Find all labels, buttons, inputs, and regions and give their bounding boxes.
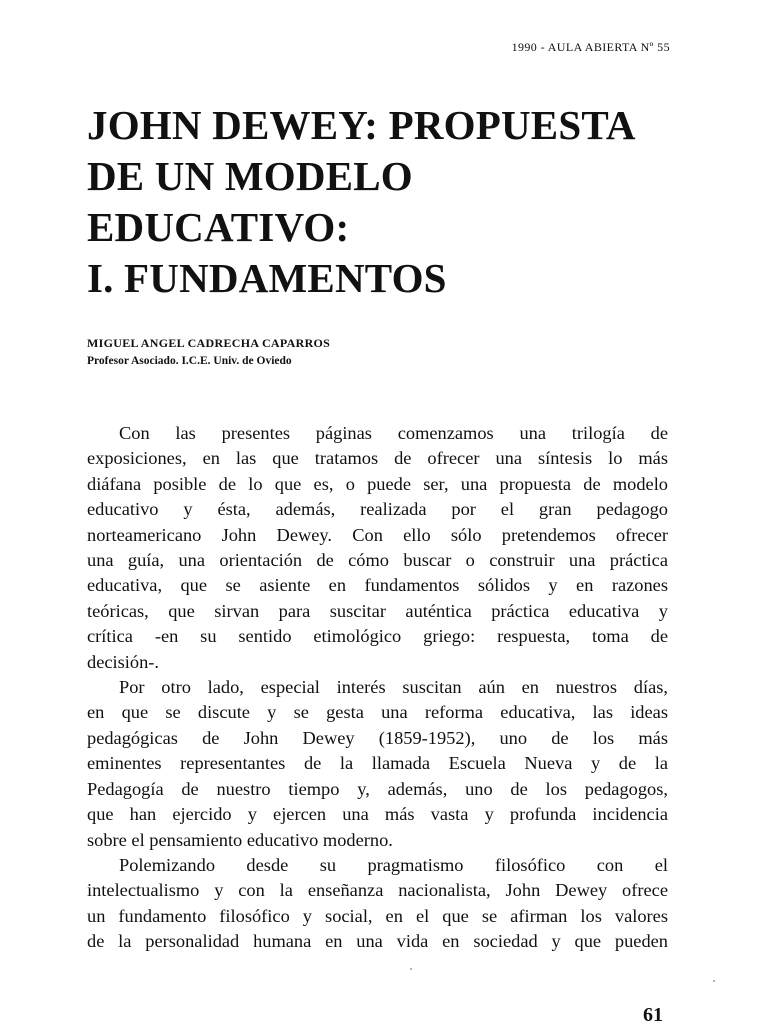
article-title — [87, 100, 697, 304]
text-line: un fundamento filosófico y social, en el que se afirman los valores — [87, 905, 668, 926]
text-line: Pedagogía de nuestro tiempo y, además, uno de los pedagogos, — [87, 778, 668, 799]
text-line: eminentes representantes de la llamada Escuela Nueva y de la — [87, 753, 668, 774]
text-line: pedagógicas de John Dewey (1859-1952), uno de los más — [87, 727, 668, 748]
text-line: de la personalidad humana en una vida en sociedad y que pueden — [87, 931, 668, 952]
text-line: Con las presentes páginas comenzamos una trilogía de — [119, 423, 668, 443]
paragraph — [87, 853, 668, 955]
author-name: MIGUEL ANGEL CADRECHA CAPARROS — [87, 336, 331, 350]
scan-speck — [410, 968, 412, 970]
text-line: educativo y ésta, además, realizada por el gran pedagogo — [87, 499, 668, 520]
text-line: teóricas, que sirvan para suscitar auténtica práctica educativa y — [87, 600, 668, 621]
text-line: Por otro lado, especial interés suscitan aún en nuestros días, — [119, 677, 668, 698]
body-text — [87, 421, 668, 955]
paragraph — [87, 675, 668, 853]
title-line: DE UN MODELO — [87, 153, 413, 199]
text-line: educativa, que se asiente en fundamentos sólidos y en razones — [87, 575, 668, 596]
text-line: decisión-. — [87, 651, 160, 672]
text-line: en que se discute y se gesta una reforma educativa, las ideas — [87, 702, 668, 723]
page-number: 61 — [643, 1004, 663, 1026]
text-line: intelectualismo y con la enseñanza nacionalista, John Dewey ofrece — [87, 880, 668, 901]
text-line: Polemizando desde su pragmatismo filosófico con el — [119, 854, 668, 875]
running-head: 1990 - AULA ABIERTA Nº 55 — [511, 40, 670, 54]
title-line: EDUCATIVO: — [87, 204, 350, 250]
text-line: diáfana posible de lo que es, o puede ser, una propuesta de modelo — [87, 473, 668, 494]
text-line: que han ejercido y ejercen una más vasta y profunda incidencia — [87, 804, 668, 825]
text-line: crítica -en su sentido etimológico griego: respuesta, toma de — [87, 626, 668, 647]
title-line: I. FUNDAMENTOS — [87, 255, 447, 301]
title-line: JOHN DEWEY: PROPUESTA — [87, 102, 636, 148]
scan-speck — [713, 980, 715, 982]
text-line: exposiciones, en las que tratamos de ofrecer una síntesis lo más — [87, 448, 668, 469]
text-line: una guía, una orientación de cómo buscar o construir una práctica — [87, 550, 668, 571]
author-block — [87, 334, 330, 370]
text-line: norteamericano John Dewey. Con ello sólo pretendemos ofrecer — [87, 524, 668, 545]
text-line: sobre el pensamiento educativo moderno. — [87, 829, 393, 850]
paragraph — [87, 421, 668, 675]
author-affiliation: Profesor Asociado. I.C.E. Univ. de Oviedo — [87, 355, 292, 367]
